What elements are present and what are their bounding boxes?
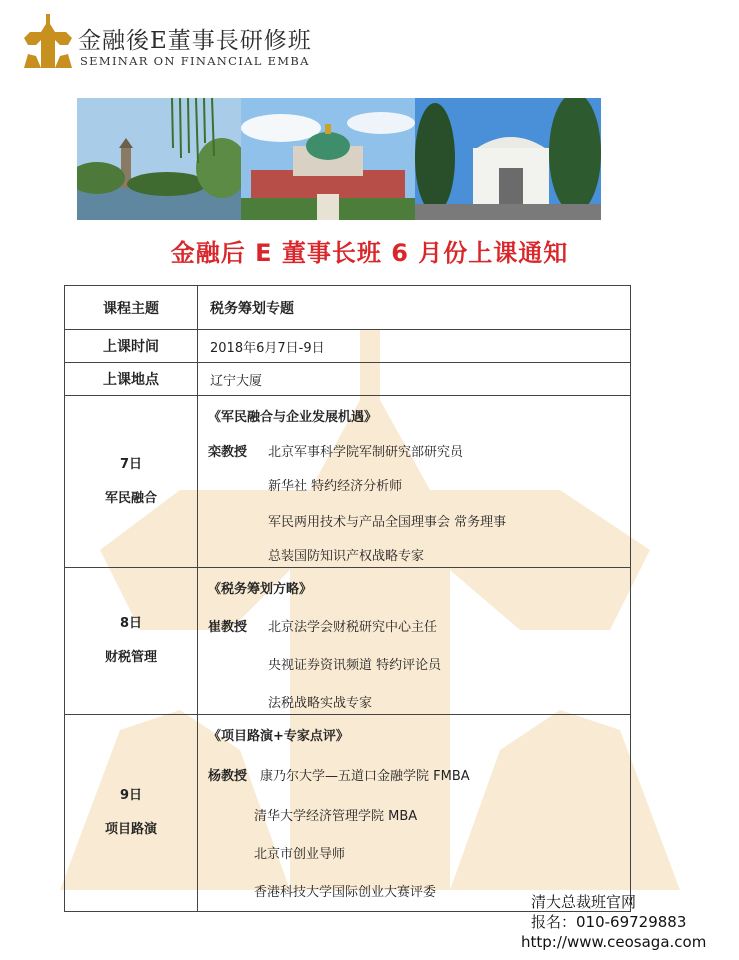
day8-professor: 崔教授 [208,620,248,635]
day7-topic: 《军民融合与企业发展机遇》 [208,410,378,425]
day9-cell [65,715,198,912]
subject-value: 税务筹划专题 [198,286,631,330]
footer-site-name: 清大总裁班官网 [531,893,637,911]
day8-line-2: 央视证券资讯频道 特约评论员 [268,658,442,673]
day9-topic: 《项目路演+专家点评》 [208,729,349,744]
table-row-day9 [65,715,631,912]
photo-gate [415,98,601,220]
day9-line-4: 香港科技大学国际创业大赛评委 [254,885,437,900]
time-value: 2018年6月7日-9日 [198,330,631,363]
place-label: 上课地点 [65,363,198,396]
day9-details [198,715,631,912]
day7-line-3: 军民两用技术与产品全国理事会 常务理事 [268,515,507,530]
table-row-subject [65,286,631,330]
table-row-day8 [65,568,631,715]
notice-title: 金融后 E 董事长班 6 月份上课通知 [170,239,569,267]
day7-professor: 栾教授 [208,445,248,460]
day9-line-2: 清华大学经济管理学院 MBA [254,809,418,824]
day9-professor: 杨教授 [208,769,248,784]
photo-auditorium [241,98,415,220]
day7-line-2: 新华社 特约经济分析师 [268,479,403,494]
day7-theme: 军民融合 [104,490,157,506]
day9-line-1: 康乃尔大学—五道口金融学院 FMBA [260,769,470,784]
photo-lake-pagoda [77,98,241,220]
day9-line-3: 北京市创业导师 [254,847,346,862]
day8-label: 8日 [119,616,143,631]
day9-label: 9日 [119,788,143,803]
day8-cell [65,568,198,715]
time-label: 上课时间 [65,330,198,363]
day7-line-1: 北京军事科学院军制研究部研究员 [268,445,464,460]
day7-line-4: 总装国防知识产权战略专家 [268,549,425,564]
day7-details [198,396,631,568]
subject-label: 课程主题 [65,286,198,330]
day9-theme: 项目路演 [104,822,157,837]
table-row-time [65,330,631,363]
footer-phone: 报名：010-69729883 [531,913,687,931]
footer-url[interactable]: http://www.ceosaga.com [521,933,707,951]
photo-banner [77,98,601,220]
day8-line-3: 法税战略实战专家 [268,696,373,711]
logo-icon [24,14,72,68]
day8-line-1: 北京法学会财税研究中心主任 [268,620,438,635]
place-value: 辽宁大厦 [198,363,631,396]
footer-contact [521,892,707,952]
day7-cell [65,396,198,568]
logo-title-en: SEMINAR ON FINANCIAL EMBA [80,54,310,68]
table-row-day7 [65,396,631,568]
day8-topic: 《税务筹划方略》 [208,582,313,597]
table-row-place [65,363,631,396]
day8-details [198,568,631,715]
day7-label: 7日 [119,456,143,472]
logo-title-cn: 金融後E董事長研修班 [78,28,312,54]
course-table [64,285,631,912]
day8-theme: 财税管理 [104,650,157,665]
header [24,14,344,74]
